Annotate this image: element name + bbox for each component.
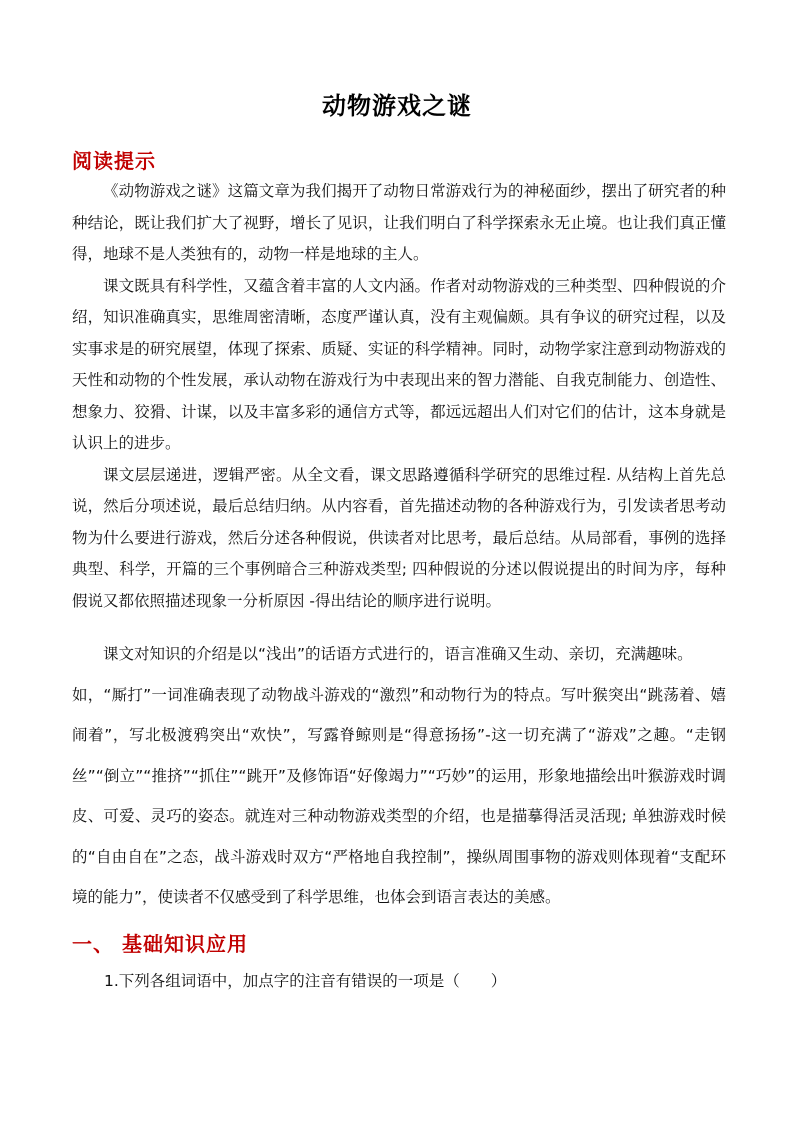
language-paragraph-intro: 课文对知识的介绍是以“浅出”的话语方式进行的，语言准确又生动、亲切，充满趣味。 — [103, 645, 693, 663]
page-title: 动物游戏之谜 — [322, 92, 472, 120]
paragraph-structure: 课文层层递进，逻辑严密。从全文看，课文思路遵循科学研究的思维过程. 从结构上首先总说，然后分项述说，最后总结归纳。从内容看，首先描述动物的各种游戏行为，引发读者思考动物为什么要进行游戏，然后分述各种假说，供读者对比思考，最后总结。从局部看，事例的选择典型、科学，开篇的三个事例暗合三种游戏类型; 四种假说的分述以假说提出的时间为序，每种假说又都依照描述现象一分析原因 -得出结论的顺序进行说明。 — [72, 465, 726, 610]
section-one-heading: 一、 基础知识应用 — [72, 932, 248, 956]
question-1: 1.下列各组词语中，加点字的注音有错误的一项是（ ） — [104, 972, 507, 990]
language-paragraph-rest: 如，“厮打”一词准确表现了动物战斗游戏的“激烈”和动物行为的特点。写叶猴突出“跳荡着、嬉闹着”，写北极渡鸦突出“欢快”，写露脊鲸则是“得意扬扬”-这一切充满了“游戏”之趣。“走钢丝”“倒立”“推挤”“抓住”“跳开”及修饰语“好像竭力”“巧妙”的运用，形象地描绘出叶猴游戏时调皮、可爱、灵巧的姿态。就连对三种动物游戏类型的介绍，也是描摹得活灵活现; 单独游戏时候的“自由自在”之态，战斗游戏时双方“严格地自我控制”，操纵周围事物的游戏则体现着“支配环境的能力”，使读者不仅感受到了科学思维，也体会到语言表达的美感。 — [72, 685, 726, 906]
paragraph-humanities: 课文既具有科学性，又蕴含着丰富的人文内涵。作者对动物游戏的三种类型、四种假说的介绍，知识准确真实，思维周密清晰，态度严谨认真，没有主观偏颇。具有争议的研究过程，以及实事求是的研究展望，体现了探索、质疑、实证的科学精神。同时，动物学家注意到动物游戏的天性和动物的个性发展，承认动物在游戏行为中表现出来的智力潜能、自我克制能力、创造性、想象力、狡猾、计谋，以及丰富多彩的通信方式等，都远远超出人们对它们的估计，这本身就是认识上的进步。 — [72, 276, 726, 452]
reading-tips-heading: 阅读提示 — [72, 149, 156, 173]
paragraph-intro: 《动物游戏之谜》这篇文章为我们揭开了动物日常游戏行为的神秘面纱，摆出了研究者的种种结论，既让我们扩大了视野，增长了见识，让我们明白了科学探索永无止境。也让我们真正懂得，地球不是人类独有的，动物一样是地球的主人。 — [72, 182, 726, 263]
reading-tips-body — [72, 176, 726, 617]
language-paragraph — [72, 634, 726, 918]
